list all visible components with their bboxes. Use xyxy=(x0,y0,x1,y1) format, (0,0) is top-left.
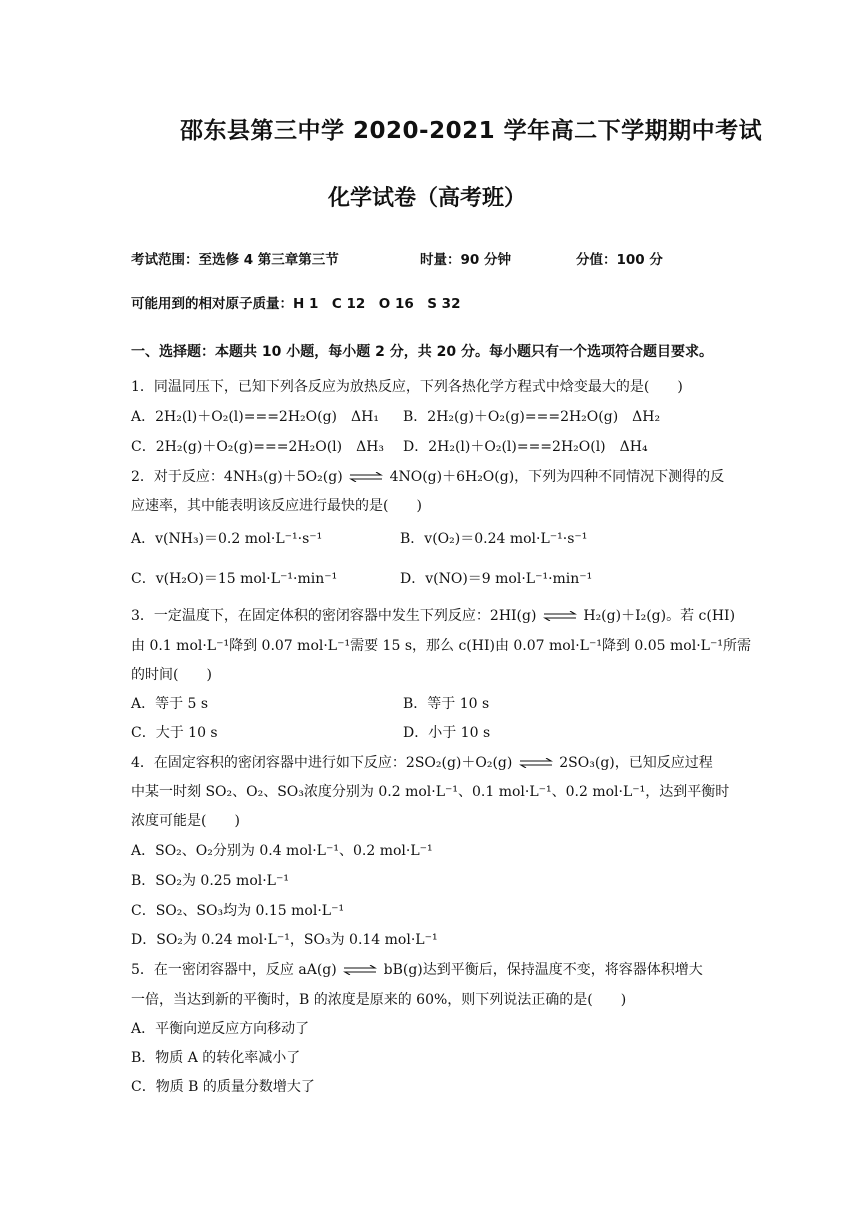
exam-title: 邵东县第三中学 2020-2021 学年高二下学期期中考试 xyxy=(180,118,763,144)
question-stem-cont: 中某一时刻 SO₂、O₂、SO₃浓度分别为 0.2 mol·L⁻¹、0.1 mol·L⁻¹、0.2 mol·L⁻¹，达到平衡时 xyxy=(131,784,730,800)
option-c: C．大于 10 s xyxy=(131,725,218,741)
stem-part-1: 3．一定温度下，在固定体积的密闭容器中发生下列反应：2HI(g) xyxy=(131,608,537,624)
option-a: A．等于 5 s xyxy=(131,696,209,712)
stem-part-1: 2．对于反应：4NH₃(g)＋5O₂(g) xyxy=(131,469,343,485)
option-c: C．SO₂、SO₃均为 0.15 mol·L⁻¹ xyxy=(131,903,345,919)
stem-part-2: bB(g)达到平衡后，保持温度不变，将容器体积增大 xyxy=(383,962,703,978)
equilibrium-arrow-icon xyxy=(519,758,553,768)
equilibrium-arrow-icon xyxy=(349,472,383,482)
option-b: B．物质 A 的转化率减小了 xyxy=(131,1050,301,1066)
option-d: D．2H₂(l)＋O₂(l)===2H₂O(l) ΔH₄ xyxy=(403,439,648,455)
question-stem-cont: 一倍，当达到新的平衡时，B 的浓度是原来的 60%，则下列说法正确的是( ) xyxy=(131,992,627,1008)
option-b: B．等于 10 s xyxy=(403,696,490,712)
exam-time: 时量：90 分钟 xyxy=(420,252,511,268)
option-d: D．v(NO)＝9 mol·L⁻¹·min⁻¹ xyxy=(400,571,593,587)
question-stem xyxy=(131,605,735,625)
option-c: C．物质 B 的质量分数增大了 xyxy=(131,1079,315,1095)
question-stem xyxy=(131,466,724,486)
question-stem xyxy=(131,752,713,772)
stem-part-2: 4NO(g)＋6H₂O(g)，下列为四种不同情况下测得的反 xyxy=(389,469,725,485)
question-stem-cont: 由 0.1 mol·L⁻¹降到 0.07 mol·L⁻¹需要 15 s，那么 c(HI)由 0.07 mol·L⁻¹降到 0.05 mol·L⁻¹所需 xyxy=(131,638,751,654)
option-d: D．SO₂为 0.24 mol·L⁻¹，SO₃为 0.14 mol·L⁻¹ xyxy=(131,932,438,948)
exam-scope: 考试范围：至选修 4 第三章第三节 xyxy=(131,252,339,268)
equilibrium-arrow-icon xyxy=(343,965,377,975)
question-stem-cont: 应速率，其中能表明该反应进行最快的是( ) xyxy=(131,498,422,514)
stem-part-2: H₂(g)＋I₂(g)。若 c(HI) xyxy=(583,608,736,624)
stem-part-2: 2SO₃(g)，已知反应过程 xyxy=(559,755,713,771)
option-a: A．平衡向逆反应方向移动了 xyxy=(131,1021,310,1037)
question-stem xyxy=(131,959,703,979)
option-a: A．SO₂、O₂分别为 0.4 mol·L⁻¹、0.2 mol·L⁻¹ xyxy=(131,843,433,859)
stem-part-1: 5．在一密闭容器中，反应 aA(g) xyxy=(131,962,337,978)
exam-score: 分值：100 分 xyxy=(576,252,663,268)
question-stem-cont: 浓度可能是( ) xyxy=(131,813,240,829)
option-b: B．SO₂为 0.25 mol·L⁻¹ xyxy=(131,873,289,889)
question-stem-cont: 的时间( ) xyxy=(131,667,212,683)
equilibrium-arrow-icon xyxy=(543,611,577,621)
option-c: C．2H₂(g)＋O₂(g)===2H₂O(l) ΔH₃ xyxy=(131,439,385,455)
question-stem: 1．同温同压下，已知下列各反应为放热反应，下列各热化学方程式中焓变最大的是( ) xyxy=(131,379,683,395)
option-b: B．v(O₂)＝0.24 mol·L⁻¹·s⁻¹ xyxy=(400,531,588,547)
stem-part-1: 4．在固定容积的密闭容器中进行如下反应：2SO₂(g)＋O₂(g) xyxy=(131,755,513,771)
option-b: B．2H₂(g)＋O₂(g)===2H₂O(g) ΔH₂ xyxy=(403,409,661,425)
option-a: A．v(NH₃)＝0.2 mol·L⁻¹·s⁻¹ xyxy=(131,531,323,547)
option-d: D．小于 10 s xyxy=(403,725,491,741)
section-heading: 一、选择题：本题共 10 小题，每小题 2 分，共 20 分。每小题只有一个选项符合题目要求。 xyxy=(131,344,713,360)
option-c: C．v(H₂O)＝15 mol·L⁻¹·min⁻¹ xyxy=(131,571,338,587)
atomic-masses: 可能用到的相对原子质量：H 1 C 12 O 16 S 32 xyxy=(131,296,461,312)
option-a: A．2H₂(l)＋O₂(l)===2H₂O(g) ΔH₁ xyxy=(131,409,379,425)
exam-subtitle: 化学试卷（高考班） xyxy=(328,186,527,211)
